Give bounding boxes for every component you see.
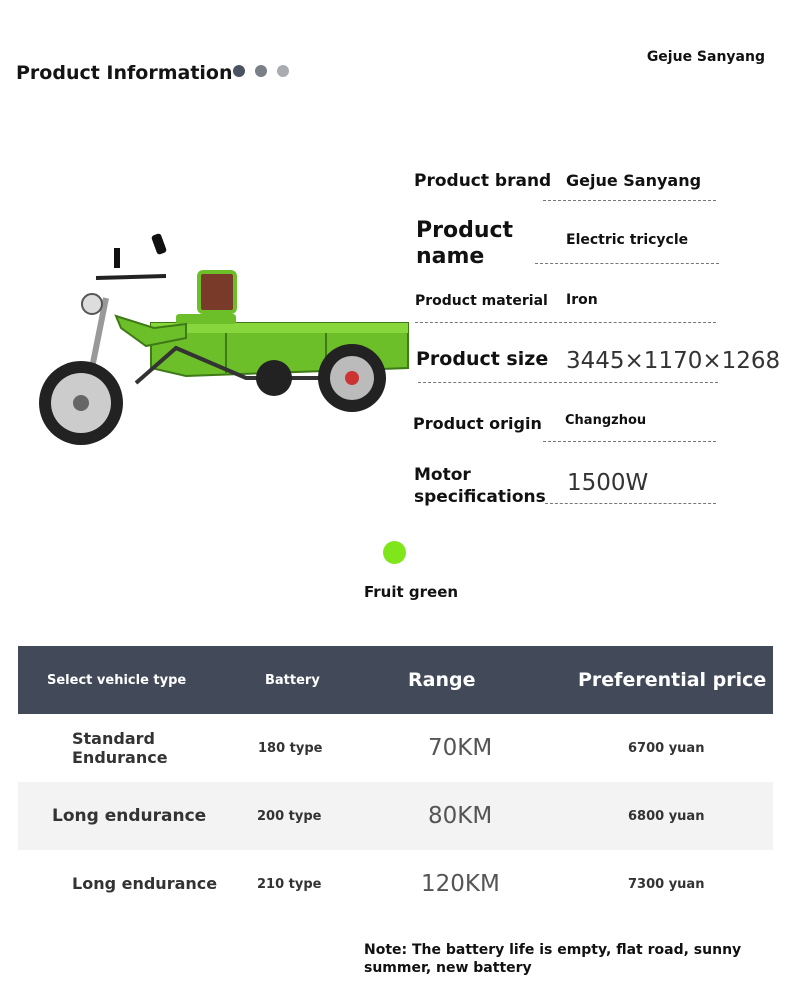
- page-title: Product Information: [16, 62, 233, 84]
- battery-note: Note: The battery life is empty, flat road, sunny summer, new battery: [364, 942, 742, 977]
- spec-value-brand: Gejue Sanyang: [566, 171, 702, 190]
- color-swatch-fruit-green[interactable]: [383, 541, 406, 564]
- cell-range: 120KM: [421, 871, 500, 897]
- brand-name: Gejue Sanyang: [646, 49, 765, 65]
- dot-3: [277, 65, 289, 77]
- dot-1: [233, 65, 245, 77]
- spec-value-name: Electric tricycle: [566, 232, 689, 248]
- spec-label-origin: Product origin: [413, 414, 542, 433]
- spec-divider: [535, 263, 719, 264]
- spec-divider: [415, 322, 716, 323]
- spec-value-motor: 1500W: [567, 470, 649, 496]
- cell-price: 6800 yuan: [628, 808, 705, 824]
- table-row[interactable]: [18, 850, 773, 918]
- pricing-table: [18, 646, 773, 918]
- col-header-price: Preferential price: [578, 669, 767, 691]
- dot-2: [255, 65, 267, 77]
- cell-battery: 180 type: [258, 740, 323, 756]
- spec-divider: [543, 441, 716, 442]
- spec-value-size: 3445×1170×1268: [566, 348, 781, 374]
- col-header-range: Range: [408, 669, 476, 691]
- spec-label-size: Product size: [416, 348, 549, 370]
- spec-divider: [418, 382, 718, 383]
- spec-value-material: Iron: [566, 292, 598, 308]
- spec-divider: [543, 200, 716, 201]
- color-name: Fruit green: [364, 583, 459, 601]
- table-header: [18, 646, 773, 714]
- cell-battery: 200 type: [257, 808, 322, 824]
- spec-label-material: Product material: [415, 293, 548, 309]
- table-row[interactable]: [18, 714, 773, 782]
- cell-range: 70KM: [428, 735, 493, 761]
- spec-label-brand: Product brand: [414, 171, 552, 191]
- cell-vehicle-type: Long endurance: [72, 874, 218, 894]
- cell-vehicle-type: Standard Endurance: [72, 728, 168, 767]
- cell-price: 7300 yuan: [628, 876, 705, 892]
- product-image: [36, 228, 412, 450]
- decorative-dots: [233, 65, 289, 77]
- cell-battery: 210 type: [257, 876, 322, 892]
- cell-range: 80KM: [428, 803, 493, 829]
- spec-value-origin: Changzhou: [565, 413, 647, 428]
- table-row[interactable]: [18, 782, 773, 850]
- spec-label-motor: Motor specifications: [414, 465, 546, 508]
- spec-label-name: Product name: [416, 218, 514, 270]
- col-header-vehicle-type: Select vehicle type: [47, 672, 187, 688]
- cell-vehicle-type: Long endurance: [52, 805, 207, 826]
- col-header-battery: Battery: [265, 672, 320, 688]
- cell-price: 6700 yuan: [628, 740, 705, 756]
- spec-divider: [545, 503, 716, 504]
